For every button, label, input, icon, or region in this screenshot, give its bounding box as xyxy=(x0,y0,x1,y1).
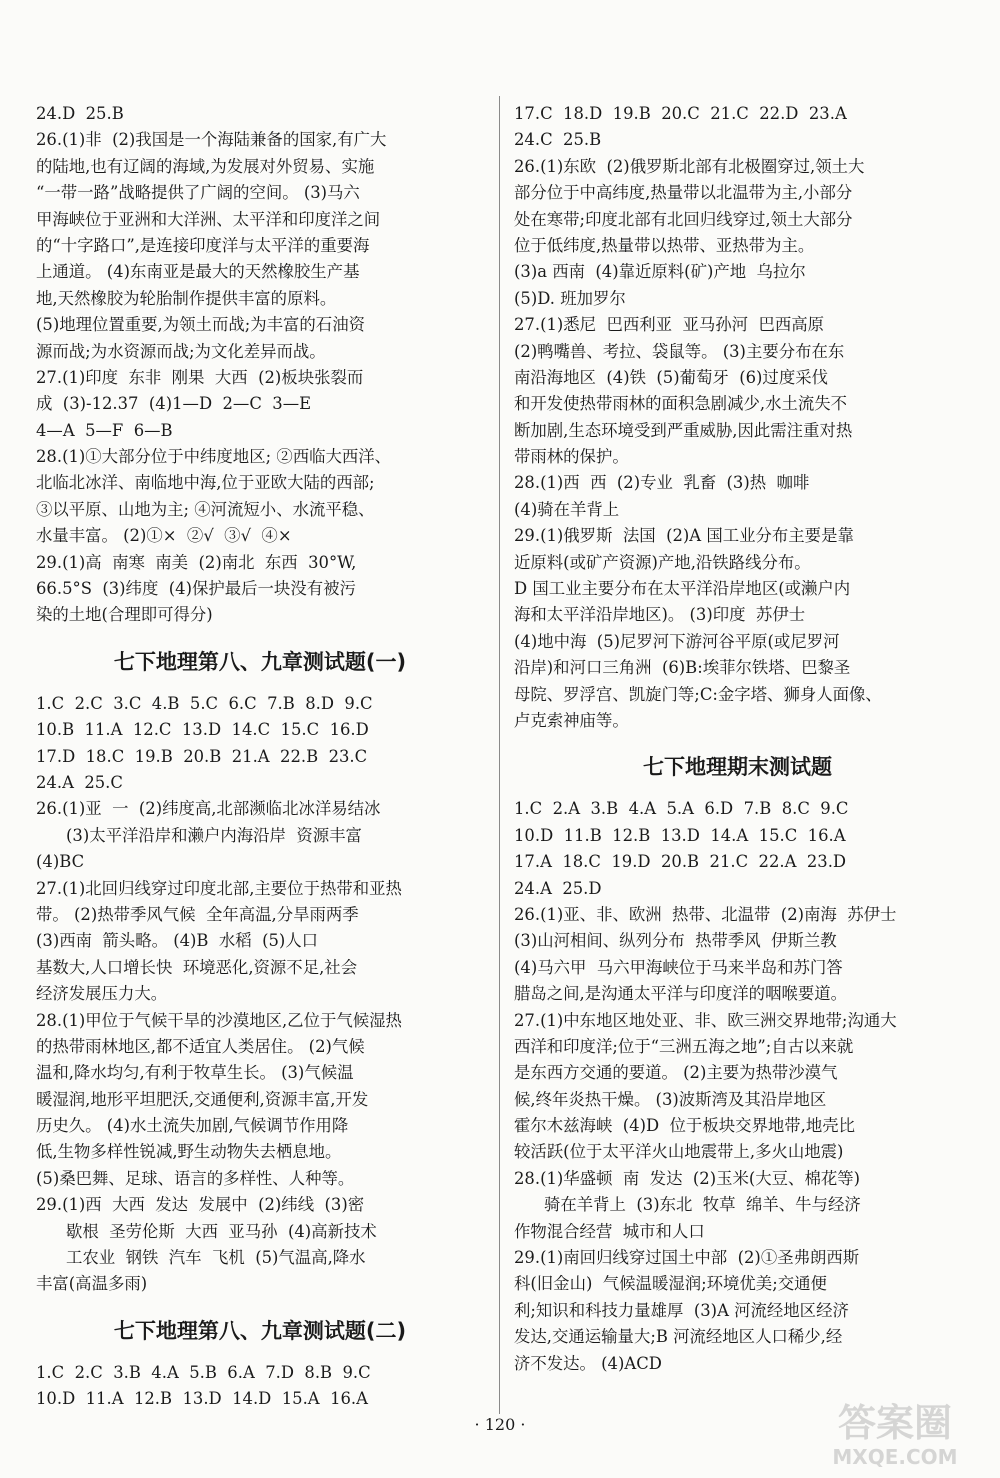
answer-line: 和开发使热带雨林的面积急剧减少,水土流失不 xyxy=(514,394,848,414)
answer-line: 26.(1)非 (2)我国是一个海陆兼备的国家,有广大 xyxy=(36,130,387,150)
answer-line: 位于低纬度,热量带以热带、亚热带为主。 xyxy=(514,235,815,255)
answer-line: 工农业 钢铁 汽车 飞机 (5)气温高,降水 xyxy=(66,1248,366,1268)
answer-line: (4)马六甲 马六甲海峡位于马来半岛和苏门答 xyxy=(514,957,843,977)
answer-line: 是东西方交通的要道。 (2)主要为热带沙漠气 xyxy=(514,1063,838,1083)
answer-line: 低,生物多样性锐减,野生动物失去栖息地。 xyxy=(36,1142,342,1162)
answer-line: 候,终年炎热干燥。 (3)波斯湾及其沿岸地区 xyxy=(514,1089,827,1109)
section-title-final-exam: 七下地理期末测试题 xyxy=(643,755,832,780)
answer-line: 科(旧金山) 气候温暖湿润;环境优美;交通便 xyxy=(514,1274,827,1294)
answer-line: 利;知识和科技力量雄厚 (3)A 河流经地区经济 xyxy=(514,1300,849,1320)
answer-line: 28.(1)华盛顿 南 发达 (2)玉米(大豆、棉花等) xyxy=(514,1168,861,1188)
section-title-chapter-8-9-test-1: 七下地理第八、九章测试题(一) xyxy=(113,649,407,674)
answer-line: 26.(1)东欧 (2)俄罗斯北部有北极圈穿过,领土大 xyxy=(514,156,865,176)
answer-line: 17.C 18.D 19.B 20.C 21.C 22.D 23.A xyxy=(514,104,847,123)
answer-line: (3)太平洋沿岸和濑户内海沿岸 资源丰富 xyxy=(66,825,362,845)
page-number: · 120 · xyxy=(474,1415,526,1434)
answer-line: (4)骑在羊背上 xyxy=(514,499,620,519)
answer-line: 济不发达。 (4)ACD xyxy=(514,1353,662,1373)
answer-line: 1.C 2.C 3.C 4.B 5.C 6.C 7.B 8.D 9.C xyxy=(36,693,373,713)
answer-line: 29.(1)高 南寒 南美 (2)南北 东西 30°W, xyxy=(36,552,357,572)
left-answers-section-1 xyxy=(36,101,484,629)
watermark-logo xyxy=(800,1394,990,1472)
section-title-chapter-8-9-test-2: 七下地理第八、九章测试题(二) xyxy=(113,1318,407,1343)
answer-line: 断加剧,生态环境受到严重威胁,因此需注重对热 xyxy=(514,420,853,440)
answer-line: 的热带雨林地区,都不适宜人类居住。 (2)气候 xyxy=(36,1036,365,1056)
answer-line: 染的土地(合理即可得分) xyxy=(36,605,213,625)
answer-line: 较活跃(位于太平洋火山地震带上,多火山地震) xyxy=(514,1142,844,1162)
answer-line: 甲海峡位于亚洲和大洋洲、太平洋和印度洋之间 xyxy=(36,209,381,229)
answer-line: 29.(1)西 大西 发达 发展中 (2)纬线 (3)密 xyxy=(36,1195,365,1215)
answer-line: 27.(1)中东地区地处亚、非、欧三洲交界地带;沟通大 xyxy=(514,1010,897,1030)
answer-line: 27.(1)悉尼 巴西利亚 亚马孙河 巴西高原 xyxy=(514,315,825,335)
answer-line: (5)地理位置重要,为领土而战;为丰富的石油资 xyxy=(36,315,365,335)
answer-line: 处在寒带;印度北部有北回归线穿过,领土大部分 xyxy=(514,209,853,229)
answer-line: 歇根 圣劳伦斯 大西 亚马孙 (4)高新技术 xyxy=(66,1221,377,1241)
answer-line: 29.(1)俄罗斯 法国 (2)A 国工业分布主要是靠 xyxy=(514,526,854,546)
answer-line: 水量丰富。 (2)①× ②√ ③√ ④× xyxy=(36,526,292,546)
answer-line: 卢克索神庙等。 xyxy=(514,710,629,730)
answer-line: (3)a 西南 (4)靠近原料(矿)产地 乌拉尔 xyxy=(514,262,806,282)
answer-line: (3)西南 箭头略。 (4)B 水稻 (5)人口 xyxy=(36,931,319,951)
answer-line: 4—A 5—F 6—B xyxy=(36,420,173,440)
answer-line: 26.(1)亚 一 (2)纬度高,北部濒临北冰洋易结冰 xyxy=(36,799,381,819)
answer-line: (5)D. 班加罗尔 xyxy=(514,288,626,308)
answer-line: 1.C 2.C 3.B 4.A 5.B 6.A 7.D 8.B 9.C xyxy=(36,1362,371,1382)
answer-line: 沿岸)和河口三角洲 (6)B:埃菲尔铁塔、巴黎圣 xyxy=(514,658,851,678)
answer-line: 带。 (2)热带季风气候 全年高温,分旱雨两季 xyxy=(36,904,359,924)
answer-line: 经济发展压力大。 xyxy=(36,984,168,1004)
answer-line: 北临北冰洋、南临地中海,位于亚欧大陆的西部; xyxy=(36,473,375,493)
answer-line: 地,天然橡胶为轮胎制作提供丰富的原料。 xyxy=(36,288,337,308)
answer-line: 的“十字路口”,是连接印度洋与太平洋的重要海 xyxy=(36,235,370,255)
right-column xyxy=(514,101,961,1377)
answer-line: 28.(1)①大部分位于中纬度地区; ②西临大西洋、 xyxy=(36,447,392,467)
left-answers-section-2 xyxy=(36,691,484,1298)
answer-line: 骑在羊背上 (3)东北 牧草 绵羊、牛与经济 xyxy=(544,1195,861,1215)
answer-line: 发达,交通运输量大;B 河流经地区人口稀少,经 xyxy=(514,1327,843,1347)
answer-line: 27.(1)北回归线穿过印度北部,主要位于热带和亚热 xyxy=(36,878,402,898)
left-answers-section-3 xyxy=(36,1360,484,1413)
answer-line: 的陆地,也有辽阔的海域,为发展对外贸易、实施 xyxy=(36,156,375,176)
answer-line: 24.A 25.D xyxy=(514,878,602,898)
answer-line: 西洋和印度洋;位于“三洲五海之地”;自古以来就 xyxy=(514,1036,854,1056)
answer-line: (5)桑巴舞、足球、语言的多样性、人种等。 xyxy=(36,1168,355,1188)
answer-line: 霍尔木兹海峡 (4)D 位于板块交界地带,地壳比 xyxy=(514,1116,856,1136)
answer-line: 27.(1)印度 东非 刚果 大西 (2)板块张裂而 xyxy=(36,367,364,387)
right-answers-section-2 xyxy=(514,796,961,1377)
answer-line: 10.D 11.B 12.B 13.D 14.A 15.C 16.A xyxy=(514,825,846,845)
answer-line: 成 (3)-12.37 (4)1—D 2—C 3—E xyxy=(36,394,312,414)
answer-line: 29.(1)南回归线穿过国土中部 (2)①圣弗朗西斯 xyxy=(514,1248,860,1268)
answer-line: 温和,降水均匀,有利于牧草生长。 (3)气候温 xyxy=(36,1063,354,1083)
svg-text:答案圈: 答案圈 xyxy=(837,1401,953,1445)
answer-line: 66.5°S (3)纬度 (4)保护最后一块没有被污 xyxy=(36,579,356,599)
answer-line: 部分位于中高纬度,热量带以北温带为主,小部分 xyxy=(514,183,853,203)
answer-line: (3)山河相间、纵列分布 热带季风 伊斯兰教 xyxy=(514,931,837,951)
right-answers-section-1 xyxy=(514,101,961,734)
answer-line: 28.(1)甲位于气候干旱的沙漠地区,乙位于气候湿热 xyxy=(36,1010,402,1030)
answer-line: 丰富(高温多雨) xyxy=(36,1274,148,1294)
answer-line: 1.C 2.A 3.B 4.A 5.A 6.D 7.B 8.C 9.C xyxy=(514,799,849,819)
answer-line: 带雨林的保护。 xyxy=(514,447,629,467)
answer-line: “一带一路”战略提供了广阔的空间。 (3)马六 xyxy=(36,183,360,203)
answer-line: (4)BC xyxy=(36,852,85,872)
answer-line: 10.B 11.A 12.C 13.D 14.C 15.C 16.D xyxy=(36,720,369,740)
answer-line: 南沿海地区 (4)铁 (5)葡萄牙 (6)过度采伐 xyxy=(514,367,828,387)
answer-line: 26.(1)亚、非、欧洲 热带、北温带 (2)南海 苏伊士 xyxy=(514,904,897,924)
answer-line: D 国工业主要分布在太平洋沿岸地区(或濑户内 xyxy=(514,579,851,599)
answer-line: 海和太平洋沿岸地区)。 (3)印度 苏伊士 xyxy=(514,605,806,625)
answer-line: 24.C 25.B xyxy=(514,130,602,150)
answer-line: ③以平原、山地为主; ④河流短小、水流平稳、 xyxy=(36,499,375,519)
answer-line: 基数大,人口增长快 环境恶化,资源不足,社会 xyxy=(36,957,358,977)
column-divider xyxy=(499,96,500,1414)
answer-line: 腊岛之间,是沟通太平洋与印度洋的咽喉要道。 xyxy=(514,984,848,1004)
left-column xyxy=(36,101,484,1413)
answer-line: 近原料(或矿产资源)产地,沿铁路线分布。 xyxy=(514,552,811,572)
answer-line: 24.A 25.C xyxy=(36,772,123,792)
answer-line: 作物混合经营 城市和人口 xyxy=(514,1221,705,1241)
answer-line: 24.D 25.B xyxy=(36,104,124,123)
answer-line: 17.D 18.C 19.B 20.B 21.A 22.B 23.C xyxy=(36,746,368,766)
answer-line: 10.D 11.A 12.B 13.D 14.D 15.A 16.A xyxy=(36,1389,368,1409)
answer-line: (2)鸭嘴兽、考拉、袋鼠等。 (3)主要分布在东 xyxy=(514,341,845,361)
answer-line: 17.A 18.C 19.D 20.B 21.C 22.A 23.D xyxy=(514,852,847,872)
answer-line: 28.(1)西 西 (2)专业 乳畜 (3)热 咖啡 xyxy=(514,473,810,493)
answer-line: 上通道。 (4)东南亚是最大的天然橡胶生产基 xyxy=(36,262,360,282)
answer-line: 源而战;为水资源而战;为文化差异而战。 xyxy=(36,341,326,361)
answer-line: 暖湿润,地形平坦肥沃,交通便利,资源丰富,开发 xyxy=(36,1089,369,1109)
answer-line: (4)地中海 (5)尼罗河下游河谷平原(或尼罗河 xyxy=(514,631,840,651)
svg-text:MXQE.COM: MXQE.COM xyxy=(832,1445,958,1469)
answer-line: 历史久。 (4)水土流失加剧,气候调节作用降 xyxy=(36,1116,349,1136)
answer-line: 母院、罗浮宫、凯旋门等;C:金字塔、狮身人面像、 xyxy=(514,684,882,704)
